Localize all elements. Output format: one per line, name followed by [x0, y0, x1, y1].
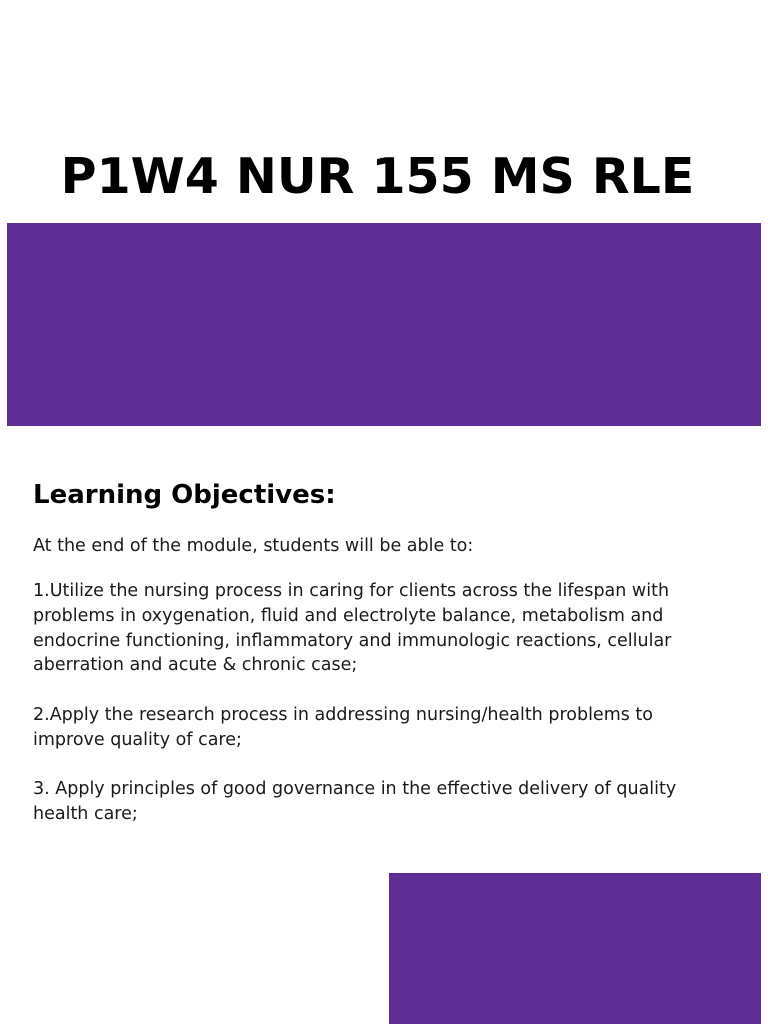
page-title: P1W4 NUR 155 MS RLE [60, 148, 695, 205]
learning-objectives-section [33, 476, 713, 827]
learning-objectives-heading: Learning Objectives: [33, 480, 336, 510]
purple-banner-bottom [389, 873, 761, 1024]
learning-objectives-list [33, 579, 713, 827]
objective-item: 3. Apply principles of good governance in the effective delivery of quality health care; [33, 779, 677, 825]
objective-item: 1.Utilize the nursing process in caring for clients across the lifespan with problems in oxygenation, fluid and electrolyte balance, metabolism and endocrine functioning, inflammatory and immunologic reactions, cellular aberration and acute & chronic case; [33, 581, 672, 676]
learning-objectives-intro: At the end of the module, students will be able to: [33, 536, 474, 556]
purple-banner-top [7, 223, 761, 426]
objective-item: 2.Apply the research process in addressing nursing/health problems to improve quality of care; [33, 704, 653, 750]
